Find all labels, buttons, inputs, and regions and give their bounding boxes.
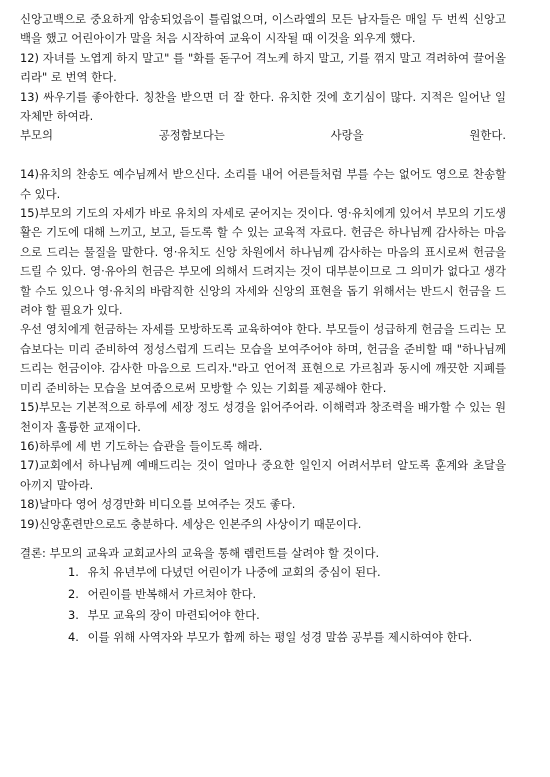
paragraph-14: 14)유치의 찬송도 예수님께서 받으신다. 소리를 내어 어른들처럼 부를 수는 없어도 영으로 찬송할 수 있다. — [20, 167, 506, 201]
list-item — [68, 585, 506, 604]
list-text: 이를 위해 사역자와 부모가 함께 하는 평일 성경 말씀 공부를 제시하여야 한다. — [87, 629, 473, 644]
blank-line — [20, 534, 506, 544]
list-number: 3. — [68, 608, 79, 623]
spread-word: 사랑을 — [330, 128, 364, 143]
list-text: 유치 유년부에 다녔던 어린이가 나중에 교회의 중심이 된다. — [87, 565, 381, 580]
paragraph-17: 17)교회에서 하나님께 예배드리는 것이 얼마나 중요한 일인지 어려서부터 알도록 훈계와 초달을 아끼지 말아라. — [20, 458, 506, 492]
paragraph-18: 18)날마다 영어 성경만화 비디오를 보여주는 것도 좋다. — [20, 497, 296, 512]
paragraph-16: 16)하루에 세 번 기도하는 습관을 들이도록 해라. — [20, 438, 263, 453]
list-item — [68, 606, 506, 625]
spread-line — [20, 126, 506, 145]
list-number: 2. — [68, 586, 79, 601]
paragraph-15-prayer: 15)부모의 기도의 자세가 바로 유치의 자세로 굳어지는 것이다. 영·유치에게 있어서 부모의 기도생활은 기도에 대해 느끼고, 보고, 듣도록 할 수 있는 교육적 자료다. 헌금은 하나님께 감사하는 마음으로 드리는 물질을 말한다. 영·유치도 신앙 차원에서 하나님께 감사하는 마음의 표시로써 헌금을 드릴 수 있다. 영·유아의 헌금은 부모에 의해서 드려지는 것이 대부분이므로 그 의미가 없다고 생각할 수도 있으나 영·유치의 바람직한 신앙의 자세와 신앙의 표현을 돕기 위해서는 반드시 헌금을 드려야 할 필요가 있다. — [20, 206, 506, 318]
conclusion-list — [20, 563, 506, 647]
spread-word: 원한다. — [469, 128, 506, 143]
paragraph-13: 13) 싸우기를 좋아한다. 칭찬을 받으면 더 잘 한다. 유치한 것에 호기심이 많다. 지적은 일어난 일 자체만 하여라. — [20, 89, 506, 124]
list-item — [68, 628, 506, 647]
paragraph-offering: 우선 영치에게 헌금하는 자세를 모방하도록 교육하여야 한다. 부모들이 성급하게 헌금을 드리는 모습보다는 미리 준비하여 정성스럽게 드리는 모습을 보여주어야 하며, 헌금을 준비할 때 "하나님께 드리는 헌금이야. 감사한 마음으로 드리자."라고 언어적 표현으로 가르침과 동시에 깨끗한 지폐를 미리 준비하는 모습을 보여줌으로써 모방할 수 있는 기회를 제공해야 한다. — [20, 322, 506, 395]
list-item — [68, 563, 506, 582]
list-text: 부모 교육의 장이 마련되어야 한다. — [87, 608, 260, 623]
paragraph-19: 19)신앙훈련만으로도 충분하다. 세상은 인본주의 사상이기 때문이다. — [20, 516, 362, 531]
list-text: 어린이를 반복해서 가르쳐야 한다. — [87, 586, 257, 601]
list-number: 4. — [68, 629, 79, 644]
paragraph-12: 12) 자녀를 노엽게 하지 말고" 를 "화를 돋구어 격노케 하지 말고, 기를 꺾지 말고 격려하여 끌어올리라" 로 번역 한다. — [20, 50, 506, 85]
blank-line — [20, 146, 506, 165]
paragraph-confession: 신앙고백으로 중요하게 암송되었음이 틀림없으며, 이스라엘의 모든 남자들은 매일 두 번씩 신앙고백을 했고 어린아이가 말을 처음 시작하여 교육이 시작될 때 이것을 외우게 했다. — [20, 12, 506, 46]
spread-word: 부모의 — [20, 128, 54, 143]
conclusion-heading: 결론: 부모의 교육과 교회교사의 교육을 통해 렘런트를 살려야 할 것이다. — [20, 545, 380, 560]
list-number: 1. — [68, 565, 79, 580]
paragraph-15-bible: 15)부모는 기본적으로 하루에 세장 정도 성경을 읽어주어라. 이해력과 창조력을 배가할 수 있는 원천이자 훌륭한 교재이다. — [20, 400, 506, 434]
spread-word: 공정함보다는 — [158, 128, 225, 143]
